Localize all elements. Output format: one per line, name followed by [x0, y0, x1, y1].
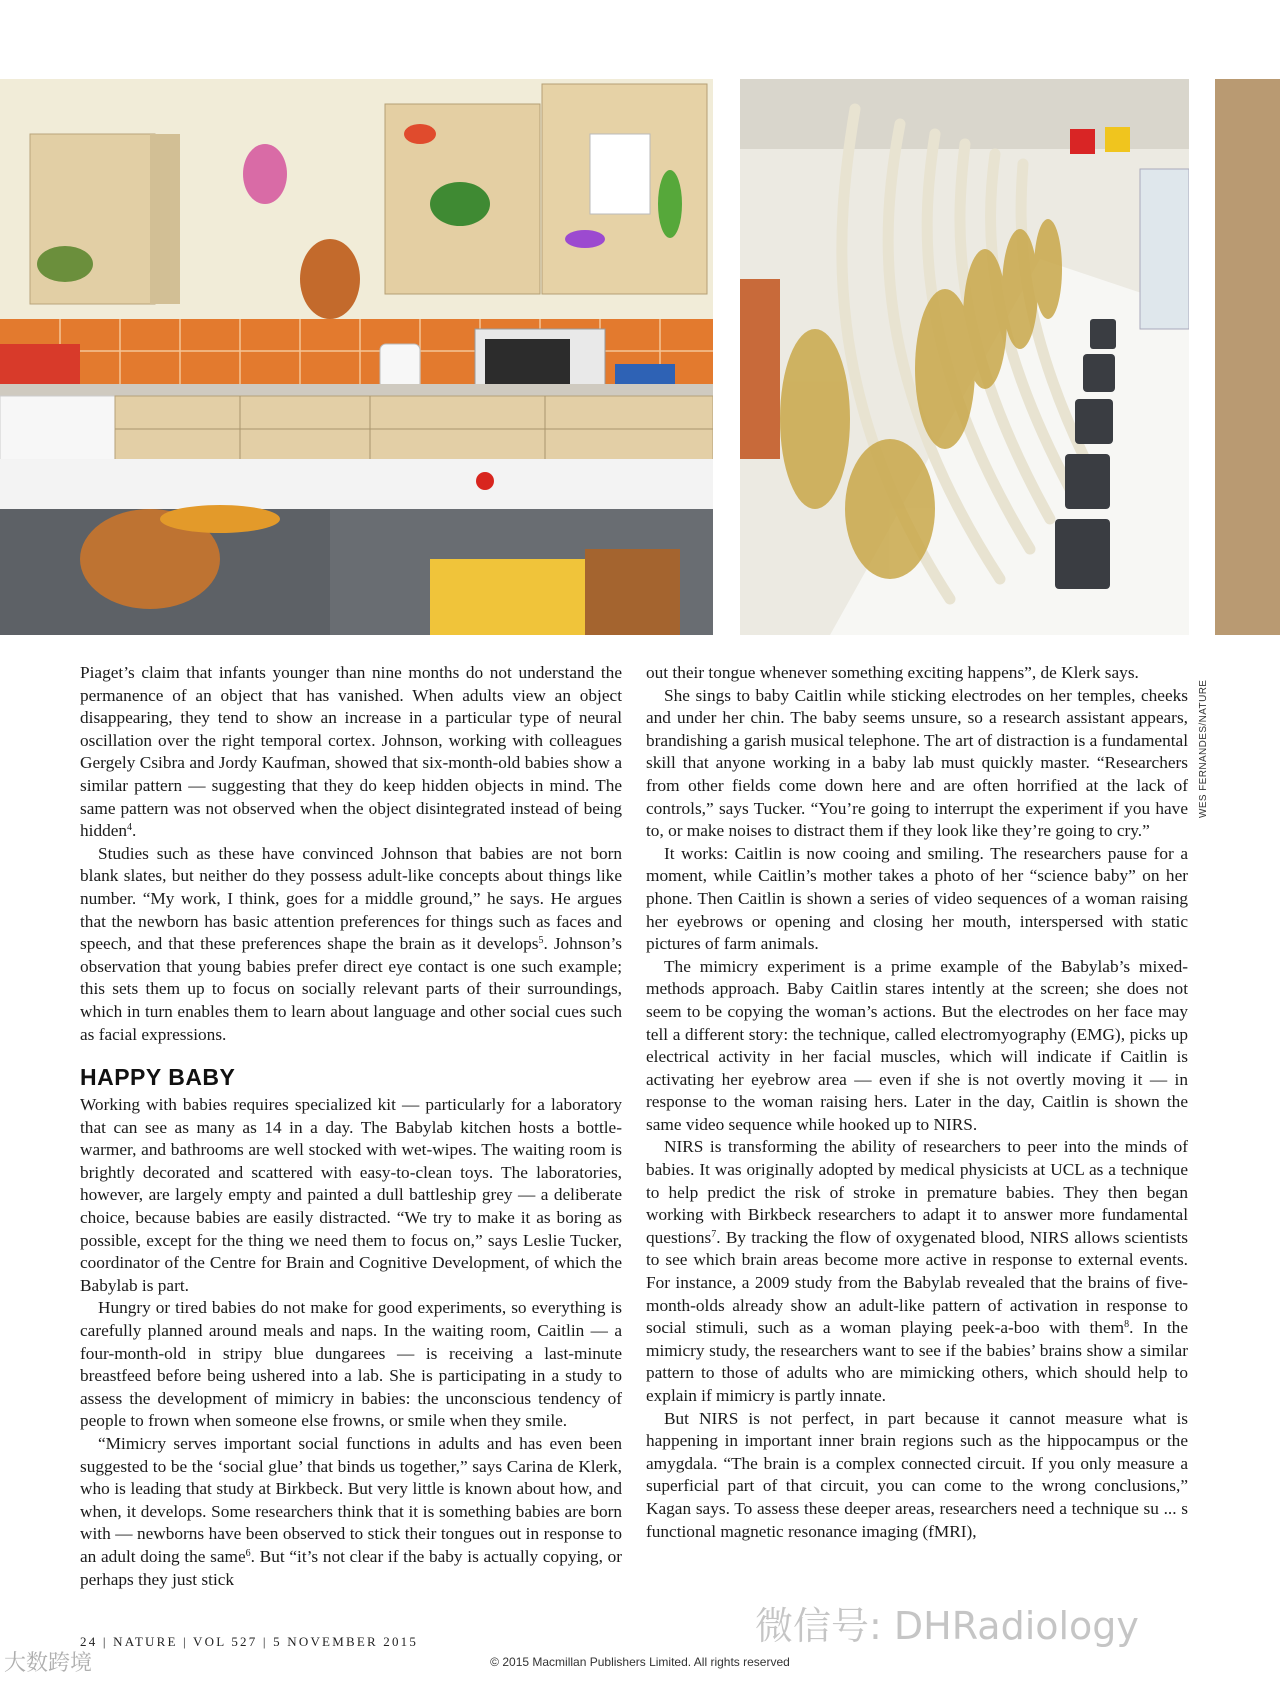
citation: 4 — [127, 822, 133, 834]
photo-edge-fragment — [1215, 79, 1280, 635]
paragraph: She sings to baby Caitlin while sticking electrodes on her temples, cheeks and under her chin. The baby seems unsure, so a research assistant appears, brandishing a garish musical telephone. The art of distraction is a fundamental skill that anyone working in a baby lab must quickly master. “Researchers from other fields come down here and are often horrified at the lack of controls,” says Tucker. “You’re going to interrupt the experiment if you have to, or make noises to distract them if they look like they’re going to cry.” — [646, 685, 1188, 841]
citation: 6 — [245, 1547, 251, 1559]
section-heading: HAPPY BABY — [80, 1064, 236, 1091]
citation: 5 — [538, 935, 544, 947]
paragraph: out their tongue whenever something exciting happens”, de Klerk says. — [646, 663, 1139, 682]
article-column-left — [80, 662, 622, 1591]
paragraph: Hungry or tired babies do not make for good experiments, so everything is carefully planned around meals and naps. In the waiting room, Caitlin — a four-month-old in stripy blue dungarees — is receiving a last-minute breastfeed before being ushered into a lab. She is participating in a study to assess the development of mimicry in babies: the unconscious tendency of people to frown when someone else frowns, or smile when they smile. — [80, 1298, 622, 1431]
photo-eeg-electrode-nets — [740, 79, 1189, 635]
article-column-right — [646, 662, 1188, 1543]
photo-credit: WES FERNANDES/NATURE — [1198, 679, 1209, 818]
watermark-logo: 大数跨境 — [4, 1651, 93, 1676]
paragraph: But NIRS is not perfect, in part because it cannot measure what is happening in important inner brain regions such as the hippocampus or the amygdala. “The brain is a complex connected circuit. If you only measure a superficial part of that circuit, you can come to the wrong conclusions,” Kagan says. To assess these deeper areas, researchers need a technique su ... s functional magnetic resonance imaging (fMRI), — [646, 1408, 1188, 1541]
page-folio: 24 | NATURE | VOL 527 | 5 NOVEMBER 2015 — [80, 1634, 419, 1649]
paragraph: NIRS is transforming the ability of researchers to peer into the minds of babies. It was originally adopted by medical physicists at UCL as a technique to help predict the risk of stroke in premature babies. They then began working with Birkbeck researchers to adapt it to answer more fundamental questions$^7$. By tracking the flow of oxygenated blood, NIRS allows scientists to see which brain areas become more active in response to external events. For instance, a 2009 study from the Babylab revealed that the brains of five-month-olds already show an adult-like pattern of activation in response to social stimuli, such as a woman playing peek-a-boo with them$^8$. In the mimicry study, the researchers want to see if the babies’ brains show a similar pattern to those of adults who are mimicking others, which should help to explain if mimicry is partly innate. — [646, 1137, 1188, 1405]
citation: 8 — [1124, 1319, 1130, 1331]
paragraph: Working with babies requires specialized kit — particularly for a laboratory that can see as many as 14 in a day. The Babylab kitchen hosts a bottle-warmer, and bathrooms are well stocked with wet-wipes. The waiting room is brightly decorated and scattered with easy-to-clean toys. The laboratories, however, are largely empty and painted a dull battleship grey — a deliberate choice, because babies are easily distracted. “We try to make it as boring as possible, except for the thing we need them to focus on,” says Leslie Tucker, coordinator of the Centre for Brain and Cognitive Development, of which the Babylab is part. — [80, 1095, 622, 1295]
paragraph: “Mimicry serves important social functions in adults and has even been suggested to be the ‘social glue’ that binds us together,” says Carina de Klerk, who is leading that study at Birkbeck. But very little is known about how, and when, it develops. Some researchers think that it is something babies are born with — newborns have been observed to stick their tongues out in response to an adult doing the same$^6$. But “it’s not clear if the baby is actually copying, or perhaps they just stick — [80, 1434, 622, 1589]
paragraph: It works: Caitlin is now cooing and smiling. The researchers pause for a moment, while Caitlin’s mother takes a photo of her “science baby” on her phone. Then Caitlin is shown a series of video sequences of a woman raising her eyebrows or opening and closing her mouth, interspersed with static pictures of farm animals. — [646, 843, 1188, 954]
paragraph: The mimicry experiment is a prime example of the Babylab’s mixed-methods approach. Baby Caitlin stares intently at the screen; she does not seem to be copying the woman’s actions. But the electrodes on her face may tell a different story: the technique, called electromyography (EMG), picks up electrical activity in her facial muscles, which will indicate if Caitlin is activating her eyebrow area — even if she is not overtly moving it — in response to the woman raising hers. Later in the day, Caitlin is shown the same video sequence while hooked up to NIRS. — [646, 956, 1188, 1134]
photo-babylab-kitchen — [0, 79, 713, 635]
watermark-wechat: 微信号: DHRadiology — [755, 1604, 1139, 1648]
copyright-notice: © 2015 Macmillan Publishers Limited. All rights reserved — [490, 1655, 790, 1669]
citation: 7 — [711, 1228, 717, 1240]
paragraph: Studies such as these have convinced Johnson that babies are not born blank slates, but neither do they possess adult-like concepts about things like number. “My work, I think, goes for a middle ground,” he says. He argues that the newborn has basic attention preferences for things such as faces and speech, and that these preferences shape the brain as it develops$^5$. Johnson’s observation that young babies prefer direct eye contact is one such example; this sets them up to focus on socially relevant parts of their surroundings, which in turn enables them to learn about language and other social cues such as facial expressions. — [80, 843, 622, 1044]
paragraph: Piaget’s claim that infants younger than nine months do not understand the permanence of an object that has vanished. When adults view an object disappearing, they tend to show an increase in a particular type of neural oscillation over the right temporal cortex. Johnson, working with colleagues Gergely Csibra and Jordy Kaufman, showed that six-month-old babies show a similar pattern — suggesting that they do keep hidden objects in mind. The same pattern was not observed when the object disintegrated instead of being hidden$^4$. — [80, 663, 622, 841]
